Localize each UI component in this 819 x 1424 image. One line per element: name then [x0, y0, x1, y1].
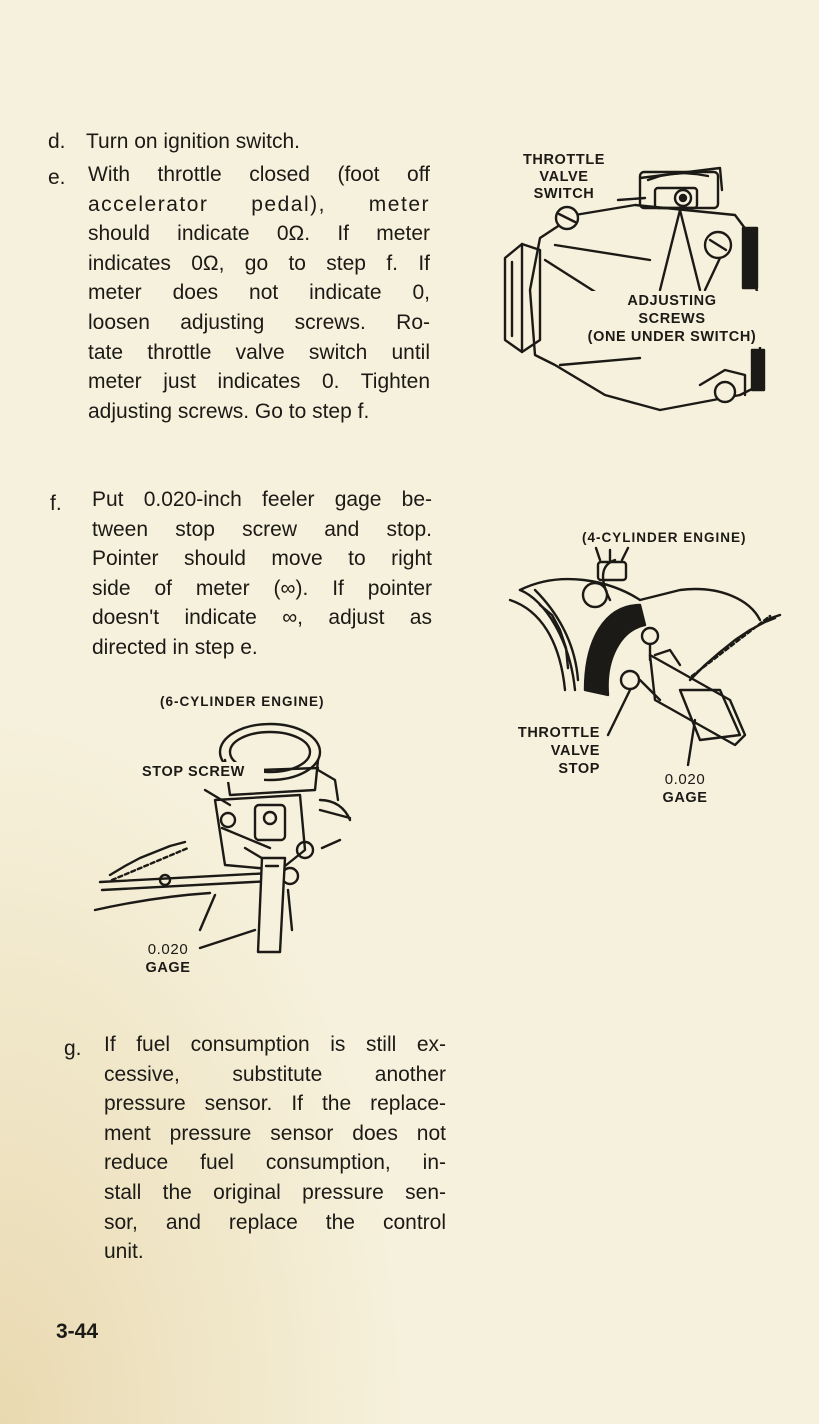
step-f-letter: f. — [50, 492, 62, 515]
step-f-line: Pointer should move to right — [92, 547, 432, 571]
step-d-letter: d. — [48, 130, 66, 153]
six-cylinder-caption: (6-CYLINDER ENGINE) — [160, 694, 325, 709]
step-g-line: reduce fuel consumption, in- — [104, 1151, 446, 1175]
step-f-line: Put 0.020-inch feeler gage be- — [92, 488, 432, 511]
step-g-letter: g. — [64, 1037, 82, 1060]
step-e-line: meter just indicates 0. Tighten — [88, 370, 430, 394]
step-g-line: If fuel consumption is still ex- — [104, 1033, 446, 1056]
step-g-line: stall the original pressure sen- — [104, 1180, 446, 1204]
label-throttle-valve-stop: THROTTLE VALVE STOP — [517, 725, 600, 777]
page-number: 3-44 — [56, 1320, 99, 1343]
step-f-line: side of meter (∞). If pointer — [92, 576, 432, 600]
step-f-line: directed in step e. — [92, 635, 258, 659]
four-cylinder-caption: (4-CYLINDER ENGINE) — [582, 530, 747, 545]
step-e-line: adjusting screws. Go to step f. — [88, 399, 370, 423]
step-e-line: accelerator pedal), meter — [88, 192, 430, 216]
step-e-letter: e. — [48, 166, 66, 189]
step-e-line: loosen adjusting screws. Ro- — [88, 310, 430, 334]
step-g-line: pressure sensor. If the replace- — [104, 1092, 446, 1116]
step-e-line: indicates 0Ω, go to step f. If — [88, 251, 430, 275]
step-e-line: tate throttle valve switch until — [88, 340, 430, 364]
step-f-line: tween stop screw and stop. — [92, 517, 432, 541]
label-four-cylinder-gage: 0.020 GAGE — [662, 771, 708, 806]
step-g-line: sor, and replace the control — [104, 1210, 446, 1234]
step-e-line: meter does not indicate 0, — [88, 281, 430, 305]
label-stop-screw: STOP SCREW — [142, 762, 264, 782]
step-g-line: unit. — [104, 1240, 144, 1264]
label-six-cylinder-gage: 0.020 GAGE — [145, 941, 191, 976]
step-d-text: Turn on ignition switch. — [86, 130, 300, 153]
step-g-line: cessive, substitute another — [104, 1062, 446, 1086]
step-e-line: should indicate 0Ω. If meter — [88, 222, 430, 246]
label-adjusting-screws: ADJUSTING SCREWS (ONE UNDER SWITCH) — [572, 291, 772, 347]
step-g-line: ment pressure sensor does not — [104, 1121, 446, 1145]
label-throttle-valve-switch: THROTTLE VALVE SWITCH — [522, 152, 606, 202]
step-e-line: With throttle closed (foot off — [88, 163, 430, 186]
step-f-line: doesn't indicate ∞, adjust as — [92, 606, 432, 630]
